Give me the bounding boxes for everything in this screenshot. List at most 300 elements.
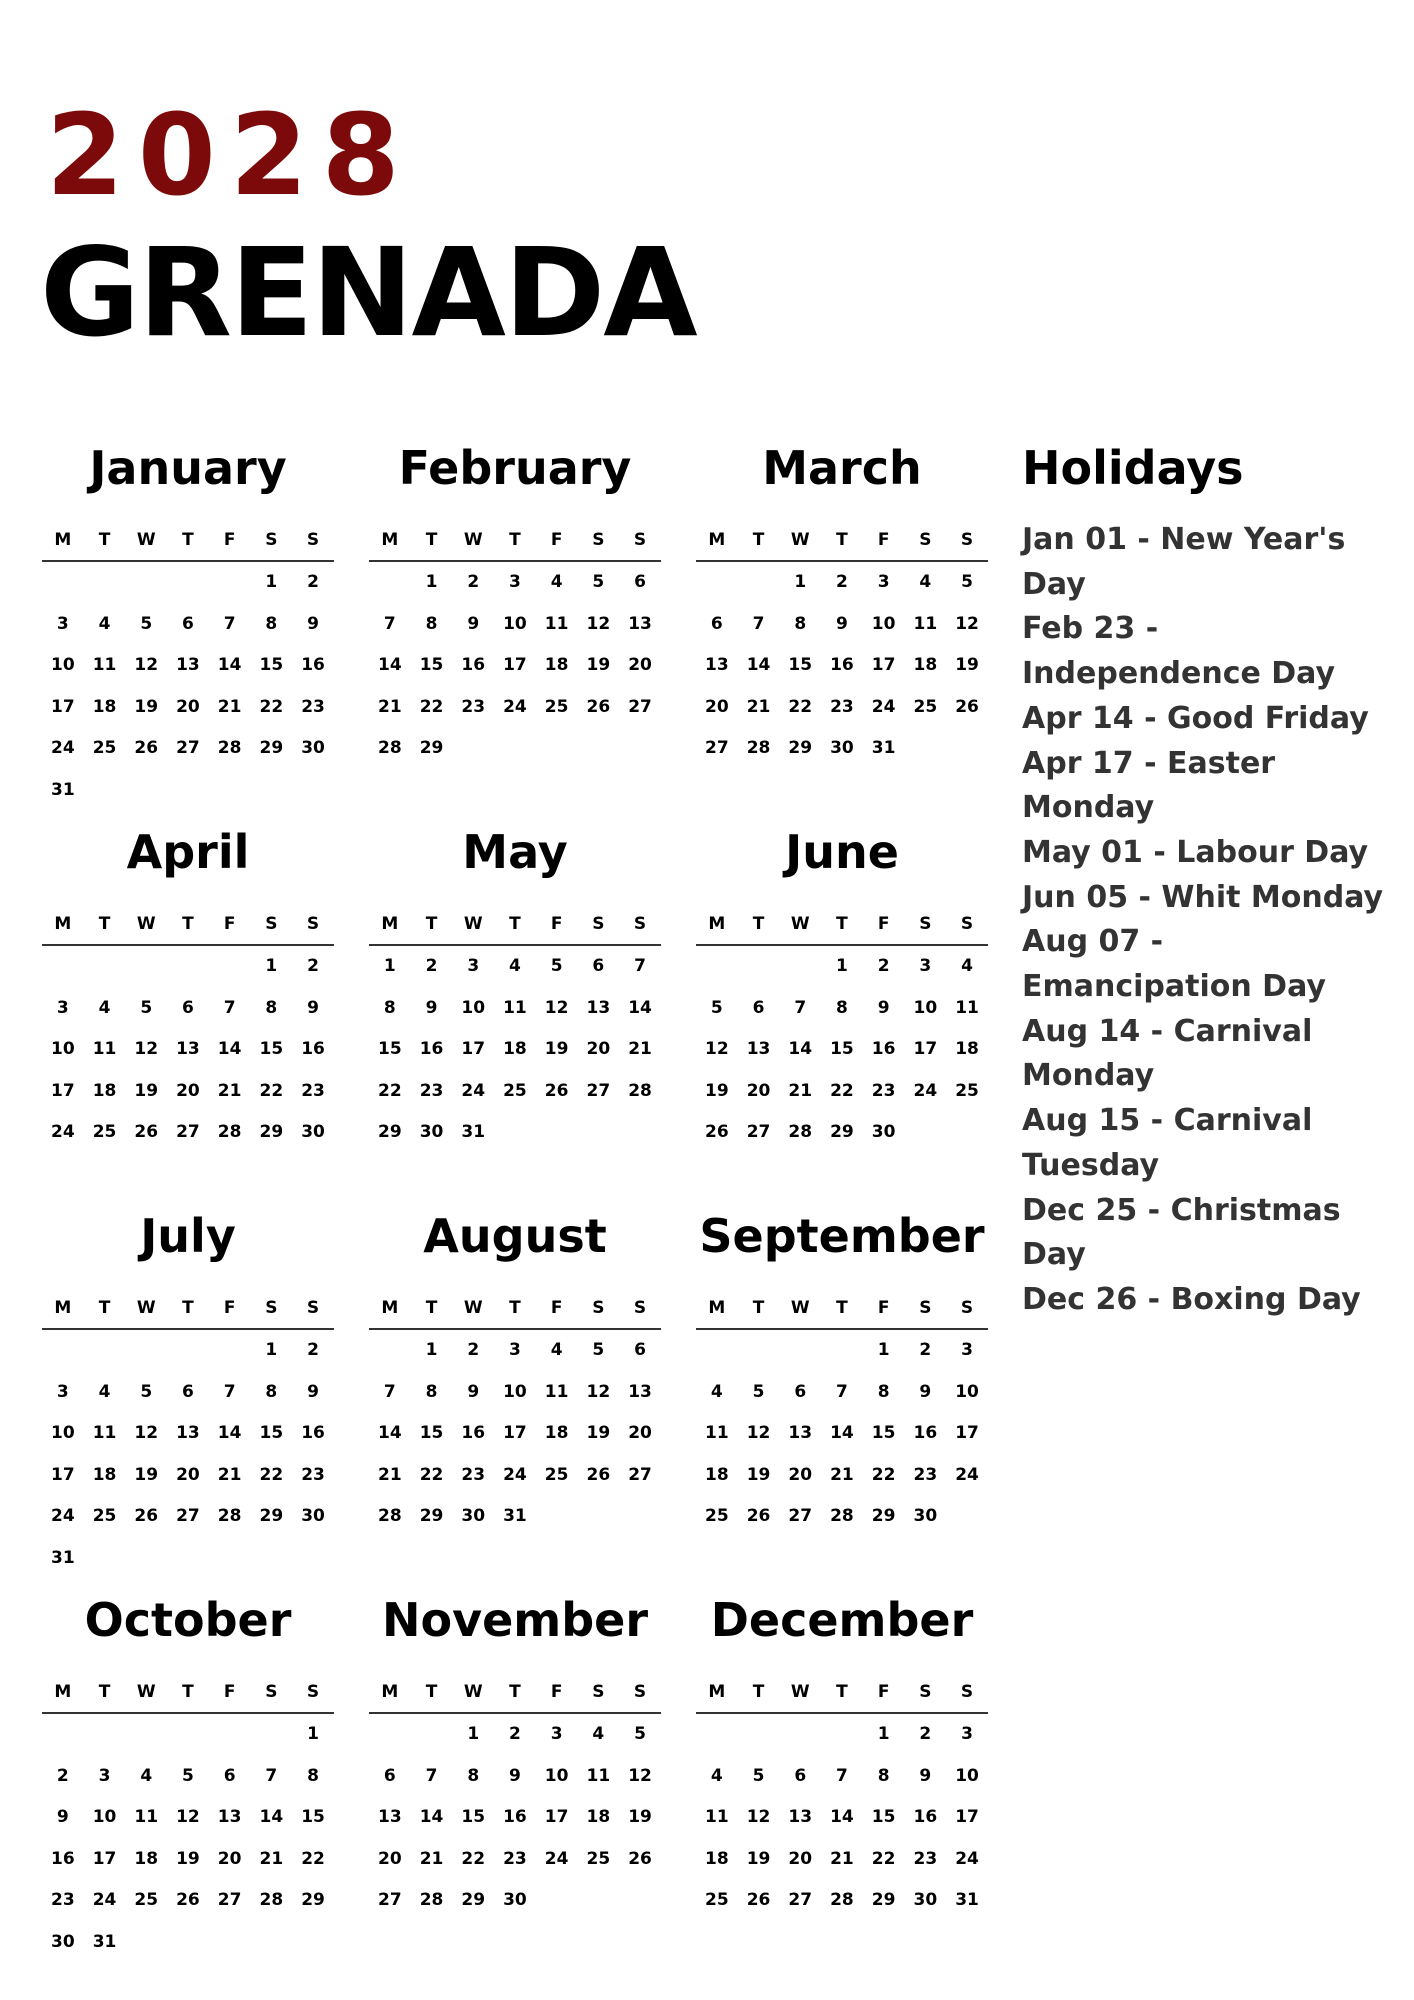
day-cell: 30 [830, 738, 854, 758]
day-cell: 20 [788, 1848, 813, 1869]
day-cell: 26 [134, 738, 159, 758]
weekday-label: S [592, 1298, 605, 1318]
day-cell: 22 [419, 1464, 444, 1485]
day-cell: 4 [509, 956, 521, 976]
day-cell: 17 [871, 655, 896, 675]
month-name: August [423, 1209, 607, 1263]
weekday-header [696, 528, 988, 562]
day-cell: 10 [51, 1039, 75, 1059]
weekday-label: W [790, 914, 810, 934]
day-cell: 22 [378, 1080, 402, 1101]
calendar-grid [42, 440, 992, 1960]
month-july [42, 1208, 334, 1578]
day-cell: 15 [259, 1039, 284, 1059]
day-cell: 27 [176, 1122, 200, 1142]
weekday-label: S [960, 1298, 974, 1318]
day-cell: 14 [217, 655, 242, 675]
day-cell: 20 [788, 1464, 813, 1485]
weekday-label: F [223, 914, 236, 934]
day-cell: 7 [752, 613, 765, 634]
day-cell: 29 [259, 738, 284, 758]
day-cell: 8 [265, 1381, 278, 1402]
day-cell: 12 [746, 1423, 771, 1443]
weekday-label: F [223, 1682, 236, 1702]
day-cell: 20 [378, 1848, 402, 1869]
weekday-header [369, 1296, 661, 1330]
day-cell: 12 [746, 1807, 771, 1827]
day-cell: 31 [955, 1890, 979, 1910]
day-cell: 17 [544, 1807, 569, 1827]
day-grid [696, 954, 988, 1214]
day-cell: 22 [301, 1848, 325, 1869]
day-cell: 18 [134, 1848, 159, 1869]
weekday-label: S [919, 1682, 932, 1702]
day-cell: 2 [56, 1765, 69, 1786]
day-cell: 16 [871, 1039, 896, 1059]
weekday-label: T [98, 1298, 111, 1318]
weekday-label: T [836, 1298, 848, 1318]
day-cell: 6 [182, 1381, 194, 1402]
day-cell: 15 [419, 1423, 444, 1443]
day-cell: 13 [628, 1381, 652, 1402]
day-cell: 28 [259, 1890, 284, 1910]
day-cell: 30 [301, 1122, 325, 1142]
day-cell: 15 [378, 1039, 402, 1059]
day-cell: 4 [550, 572, 563, 592]
day-cell: 3 [961, 1724, 973, 1744]
weekday-label: T [182, 914, 194, 934]
day-cell: 11 [705, 1807, 729, 1827]
day-cell: 28 [378, 1506, 402, 1526]
day-cell: 10 [503, 613, 527, 634]
day-cell: 13 [705, 655, 729, 675]
day-cell: 27 [176, 1506, 200, 1526]
weekday-label: M [708, 1298, 726, 1318]
day-cell: 31 [51, 779, 75, 800]
day-cell: 6 [634, 572, 646, 592]
day-cell: 5 [752, 1381, 765, 1402]
day-cell: 29 [378, 1122, 402, 1142]
day-cell: 8 [836, 997, 848, 1018]
month-january [42, 440, 334, 810]
holiday-item: Aug 14 - Carnival Monday [1022, 1013, 1313, 1094]
day-cell: 12 [586, 1381, 611, 1402]
holiday-item: Jan 01 - New Year's Day [1022, 522, 1346, 602]
day-cell: 7 [634, 956, 646, 976]
day-cell: 14 [217, 1423, 242, 1443]
weekday-label: F [223, 1298, 236, 1318]
day-cell: 2 [919, 1340, 932, 1360]
day-cell: 1 [425, 572, 438, 592]
day-cell: 27 [788, 1890, 813, 1910]
day-cell: 17 [955, 1807, 979, 1827]
day-cell: 16 [461, 1423, 486, 1443]
weekday-label: F [877, 914, 890, 934]
day-cell: 23 [461, 696, 486, 717]
day-cell: 28 [217, 1122, 242, 1142]
day-cell: 19 [134, 1080, 159, 1101]
day-cell: 14 [830, 1423, 854, 1443]
month-name: July [140, 1209, 236, 1263]
day-cell: 10 [51, 1423, 75, 1443]
day-cell: 3 [467, 956, 480, 976]
weekday-label: T [509, 1682, 521, 1702]
weekday-header [696, 1680, 988, 1714]
weekday-label: S [306, 1682, 320, 1702]
weekday-label: M [708, 914, 726, 934]
weekday-label: S [306, 914, 320, 934]
day-cell: 7 [836, 1381, 848, 1402]
weekday-header [42, 1680, 334, 1714]
day-cell: 4 [710, 1765, 723, 1786]
holidays-title: Holidays [1022, 441, 1244, 495]
weekday-label: S [919, 914, 932, 934]
day-cell: 21 [746, 696, 771, 717]
day-cell: 25 [955, 1080, 979, 1101]
weekday-label: T [752, 914, 765, 934]
day-cell: 22 [259, 1464, 284, 1485]
day-cell: 24 [955, 1464, 979, 1485]
day-cell: 5 [140, 1381, 153, 1402]
day-cell: 21 [217, 1464, 242, 1485]
day-cell: 10 [92, 1807, 117, 1827]
day-cell: 24 [503, 1464, 527, 1485]
day-cell: 25 [913, 696, 938, 717]
weekday-label: T [182, 530, 194, 550]
weekday-label: W [136, 914, 156, 934]
day-cell: 1 [307, 1724, 319, 1744]
weekday-header [42, 528, 334, 562]
day-cell: 14 [788, 1039, 813, 1059]
weekday-label: T [509, 530, 521, 550]
weekday-header [42, 912, 334, 946]
day-cell: 4 [592, 1724, 605, 1744]
weekday-label: T [182, 1298, 194, 1318]
day-cell: 26 [746, 1890, 771, 1910]
day-cell: 24 [51, 738, 75, 758]
day-cell: 26 [586, 696, 611, 717]
day-cell: 16 [419, 1039, 444, 1059]
day-cell: 22 [871, 1464, 896, 1485]
weekday-header [369, 1680, 661, 1714]
day-cell: 15 [871, 1807, 896, 1827]
day-cell: 28 [419, 1890, 444, 1910]
day-cell: 6 [794, 1765, 807, 1786]
day-cell: 17 [503, 655, 527, 675]
month-june [696, 824, 988, 1194]
holiday-item: Apr 17 - Easter Monday [1022, 745, 1276, 826]
day-cell: 2 [307, 572, 319, 592]
day-cell: 22 [419, 696, 444, 717]
day-cell: 19 [586, 1423, 611, 1443]
day-cell: 5 [592, 1340, 605, 1360]
day-cell: 15 [301, 1807, 325, 1827]
day-cell: 11 [705, 1423, 729, 1443]
day-cell: 7 [425, 1765, 438, 1786]
weekday-label: T [509, 1298, 521, 1318]
day-cell: 17 [913, 1039, 938, 1059]
day-cell: 25 [92, 1122, 117, 1142]
day-cell: 11 [92, 1423, 117, 1443]
day-cell: 29 [830, 1122, 854, 1142]
weekday-label: T [98, 530, 111, 550]
weekday-label: W [790, 530, 810, 550]
day-cell: 14 [830, 1807, 854, 1827]
day-cell: 21 [830, 1464, 854, 1485]
weekday-label: F [550, 1298, 563, 1318]
day-cell: 24 [461, 1080, 486, 1101]
month-december [696, 1592, 988, 1962]
day-cell: 30 [913, 1890, 938, 1910]
month-name: November [381, 1593, 649, 1647]
day-cell: 10 [51, 655, 75, 675]
day-cell: 19 [544, 1039, 569, 1059]
day-cell: 28 [830, 1506, 854, 1526]
day-cell: 28 [628, 1080, 652, 1101]
day-cell: 14 [746, 655, 771, 675]
day-cell: 13 [176, 1423, 200, 1443]
weekday-header [42, 1296, 334, 1330]
day-cell: 23 [830, 696, 854, 717]
day-grid [369, 1338, 661, 1598]
day-cell: 15 [461, 1807, 486, 1827]
day-cell: 12 [176, 1807, 200, 1827]
day-cell: 5 [710, 997, 723, 1018]
weekday-label: S [265, 914, 278, 934]
holiday-item: May 01 - Labour Day [1022, 834, 1369, 870]
day-cell: 30 [913, 1506, 938, 1526]
day-grid [369, 570, 661, 830]
day-cell: 18 [92, 1464, 117, 1485]
day-cell: 22 [461, 1848, 486, 1869]
weekday-label: S [633, 1682, 647, 1702]
month-name: September [699, 1209, 985, 1263]
day-cell: 21 [788, 1080, 813, 1101]
weekday-label: T [836, 530, 848, 550]
day-cell: 27 [746, 1122, 771, 1142]
day-cell: 19 [628, 1807, 652, 1827]
day-cell: 2 [836, 572, 848, 592]
day-cell: 7 [794, 997, 807, 1018]
holidays-panel [1022, 440, 1402, 1323]
day-cell: 25 [544, 1464, 569, 1485]
month-name: December [710, 1593, 974, 1647]
day-grid [42, 1338, 334, 1598]
day-cell: 24 [544, 1848, 569, 1869]
day-cell: 14 [628, 997, 652, 1018]
day-cell: 18 [92, 696, 117, 717]
day-cell: 5 [182, 1765, 194, 1786]
day-cell: 2 [467, 1340, 480, 1360]
day-cell: 27 [217, 1890, 242, 1910]
day-cell: 19 [176, 1848, 200, 1869]
month-february [369, 440, 661, 810]
month-may [369, 824, 661, 1194]
day-cell: 16 [461, 655, 486, 675]
weekday-label: M [381, 914, 399, 934]
weekday-label: W [136, 1298, 156, 1318]
day-cell: 1 [877, 1340, 890, 1360]
day-cell: 4 [961, 956, 973, 976]
day-cell: 12 [134, 1039, 159, 1059]
day-cell: 10 [461, 997, 486, 1018]
day-cell: 23 [301, 1080, 325, 1101]
day-cell: 27 [176, 738, 200, 758]
day-cell: 9 [467, 1381, 480, 1402]
month-march [696, 440, 988, 810]
day-cell: 20 [217, 1848, 242, 1869]
weekday-label: M [708, 530, 726, 550]
day-cell: 26 [134, 1122, 159, 1142]
day-cell: 17 [51, 1464, 75, 1485]
day-cell: 13 [217, 1807, 242, 1827]
day-cell: 3 [56, 613, 69, 634]
day-cell: 19 [586, 655, 611, 675]
weekday-label: M [381, 530, 399, 550]
weekday-label: M [381, 1298, 399, 1318]
day-cell: 7 [223, 613, 236, 634]
day-cell: 11 [586, 1765, 611, 1786]
day-grid [696, 570, 988, 830]
day-cell: 5 [550, 956, 563, 976]
day-cell: 16 [913, 1423, 938, 1443]
weekday-label: F [877, 1682, 890, 1702]
day-cell: 11 [544, 613, 569, 634]
day-cell: 26 [746, 1506, 771, 1526]
day-cell: 9 [425, 997, 438, 1018]
day-cell: 13 [746, 1039, 771, 1059]
weekday-label: T [98, 914, 111, 934]
weekday-label: T [836, 914, 848, 934]
day-cell: 18 [503, 1039, 527, 1059]
day-cell: 1 [265, 1340, 278, 1360]
day-cell: 8 [794, 613, 807, 634]
weekday-label: W [790, 1682, 810, 1702]
day-cell: 17 [461, 1039, 486, 1059]
day-cell: 9 [467, 613, 480, 634]
day-cell: 29 [259, 1506, 284, 1526]
day-cell: 2 [509, 1724, 521, 1744]
weekday-label: S [592, 914, 605, 934]
weekday-label: S [960, 1682, 974, 1702]
day-cell: 23 [871, 1080, 896, 1101]
weekday-header [369, 912, 661, 946]
day-cell: 29 [301, 1890, 325, 1910]
day-cell: 21 [259, 1848, 284, 1869]
day-cell: 8 [265, 613, 278, 634]
day-cell: 15 [830, 1039, 854, 1059]
day-cell: 1 [794, 572, 807, 592]
day-cell: 6 [182, 997, 194, 1018]
day-cell: 9 [307, 1381, 319, 1402]
day-cell: 1 [425, 1340, 438, 1360]
day-cell: 3 [509, 1340, 521, 1360]
day-cell: 19 [134, 1464, 159, 1485]
weekday-label: T [836, 1682, 848, 1702]
day-cell: 26 [586, 1464, 611, 1485]
day-cell: 12 [544, 997, 569, 1018]
weekday-label: W [136, 530, 156, 550]
day-cell: 2 [919, 1724, 932, 1744]
day-cell: 29 [259, 1122, 284, 1142]
day-cell: 26 [134, 1506, 159, 1526]
day-cell: 4 [710, 1381, 723, 1402]
day-cell: 21 [217, 696, 242, 717]
day-cell: 25 [586, 1848, 611, 1869]
weekday-label: M [54, 1682, 72, 1702]
weekday-label: F [550, 914, 563, 934]
day-cell: 1 [383, 956, 396, 976]
day-cell: 3 [509, 572, 521, 592]
day-cell: 15 [259, 655, 284, 675]
day-cell: 13 [378, 1807, 402, 1827]
day-cell: 16 [301, 655, 325, 675]
day-cell: 15 [871, 1423, 896, 1443]
day-cell: 25 [705, 1506, 729, 1526]
day-cell: 31 [51, 1547, 75, 1568]
day-grid [42, 570, 334, 830]
weekday-label: S [265, 1682, 278, 1702]
day-cell: 21 [378, 1464, 402, 1485]
weekday-label: S [919, 1298, 932, 1318]
day-cell: 3 [919, 956, 932, 976]
day-cell: 20 [628, 1423, 652, 1443]
day-cell: 11 [92, 1039, 117, 1059]
day-cell: 21 [628, 1039, 652, 1059]
day-cell: 24 [92, 1890, 117, 1910]
weekday-label: T [425, 1682, 438, 1702]
month-november [369, 1592, 661, 1962]
day-cell: 23 [301, 696, 325, 717]
day-cell: 12 [586, 613, 611, 634]
day-grid [42, 1722, 334, 1982]
day-cell: 10 [955, 1765, 979, 1786]
day-cell: 12 [628, 1765, 652, 1786]
weekday-label: S [306, 1298, 320, 1318]
weekday-label: T [98, 1682, 111, 1702]
day-cell: 12 [134, 655, 159, 675]
day-cell: 10 [544, 1765, 569, 1786]
day-cell: 20 [176, 1080, 200, 1101]
day-cell: 1 [467, 1724, 480, 1744]
month-name: October [84, 1593, 292, 1647]
weekday-header [369, 528, 661, 562]
month-april [42, 824, 334, 1194]
day-cell: 9 [877, 997, 890, 1018]
day-cell: 28 [217, 738, 242, 758]
weekday-label: S [633, 1298, 647, 1318]
weekday-label: S [960, 914, 974, 934]
weekday-label: T [752, 530, 765, 550]
day-cell: 11 [134, 1807, 159, 1827]
day-cell: 14 [217, 1039, 242, 1059]
weekday-label: M [381, 1682, 399, 1702]
weekday-label: T [425, 1298, 438, 1318]
day-cell: 25 [92, 738, 117, 758]
weekday-label: T [752, 1298, 765, 1318]
day-cell: 13 [176, 1039, 200, 1059]
month-name: June [785, 825, 899, 879]
day-cell: 1 [836, 956, 848, 976]
day-cell: 22 [830, 1080, 854, 1101]
day-cell: 27 [378, 1890, 402, 1910]
weekday-label: W [790, 1298, 810, 1318]
day-cell: 30 [301, 1506, 325, 1526]
day-cell: 18 [913, 655, 938, 675]
day-cell: 25 [92, 1506, 117, 1526]
day-cell: 17 [503, 1423, 527, 1443]
day-cell: 24 [955, 1848, 979, 1869]
